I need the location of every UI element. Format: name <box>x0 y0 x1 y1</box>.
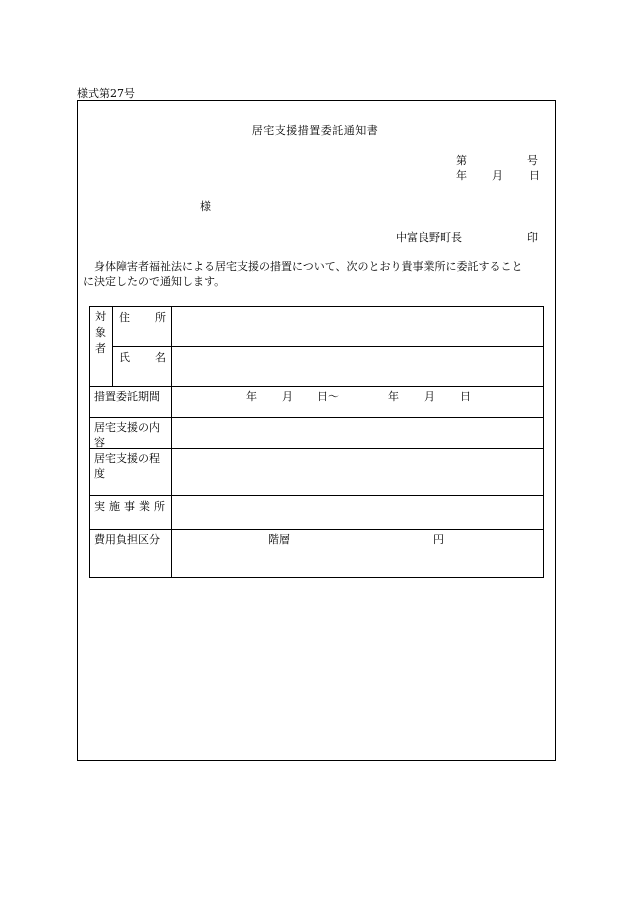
name-label-1: 氏 <box>119 351 130 364</box>
addressee-suffix: 様 <box>200 200 211 213</box>
body-line-1: 身体障害者福祉法による居宅支援の措置について、次のとおり貴事業所に委託すること <box>94 260 523 273</box>
name-label-2: 名 <box>155 351 166 364</box>
doc-number-dai: 第 <box>456 154 467 167</box>
degree-label-2: 度 <box>94 467 105 480</box>
period-label: 措置委託期間 <box>94 390 160 403</box>
address-label-2: 所 <box>155 311 166 324</box>
form-number: 様式第27号 <box>77 87 135 100</box>
body-line-2: に決定したので通知します。 <box>83 275 226 288</box>
rule <box>171 307 172 578</box>
date-day: 日 <box>529 169 540 182</box>
address-label-1: 住 <box>119 311 130 324</box>
rule <box>90 386 544 387</box>
period-end-day: 日 <box>460 390 471 403</box>
subject-label-2: 象 <box>95 326 106 339</box>
cost-label: 費用負担区分 <box>94 533 160 546</box>
period-end-year: 年 <box>388 390 399 403</box>
rule <box>112 346 544 347</box>
date-month: 月 <box>492 169 503 182</box>
period-start-year: 年 <box>246 390 257 403</box>
period-start-month: 月 <box>282 390 293 403</box>
period-end-month: 月 <box>424 390 435 403</box>
cost-yen: 円 <box>433 533 444 546</box>
period-start-day: 日～ <box>317 390 339 403</box>
content-label-2: 容 <box>94 436 105 449</box>
rule <box>90 495 544 496</box>
issuer-name: 中富良野町長 <box>396 231 462 244</box>
degree-label-1: 居宅支援の程 <box>94 452 160 465</box>
subject-label-1: 対 <box>95 310 106 323</box>
date-year: 年 <box>456 169 467 182</box>
document-title: 居宅支援措置委託通知書 <box>251 124 379 137</box>
rule <box>90 417 544 418</box>
doc-number-go: 号 <box>527 154 538 167</box>
facility-label: 実施事業所 <box>94 500 169 513</box>
rule <box>90 529 544 530</box>
subject-label-3: 者 <box>95 342 106 355</box>
cost-tier: 階層 <box>268 533 290 546</box>
content-label-1: 居宅支援の内 <box>94 421 160 434</box>
rule <box>90 448 544 449</box>
issuer-seal: 印 <box>527 231 538 244</box>
